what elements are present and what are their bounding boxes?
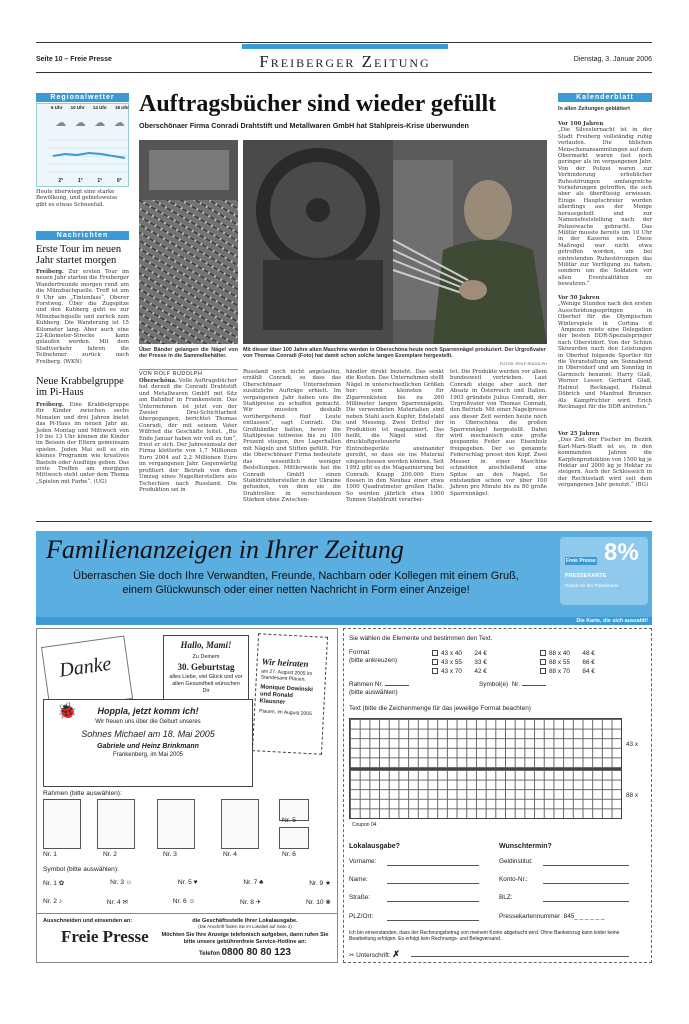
city-field[interactable]: PLZ/Ort:	[349, 913, 479, 920]
symbol-5[interactable]: Nr. 5 ♥	[177, 879, 198, 886]
ad-title: Familienanzeigen in Ihrer Zeitung	[46, 535, 404, 564]
symbol-number-field[interactable]: Symbol(e) Nr.	[479, 681, 546, 688]
page-number: Seite 10 – Freie Presse	[36, 56, 112, 63]
cloud-icon: ☁	[94, 115, 106, 129]
order-form	[343, 628, 652, 963]
ad-banner	[36, 531, 652, 617]
weather-temp: 1°	[97, 178, 103, 184]
symbol-7[interactable]: Nr. 7 ♣	[243, 879, 264, 886]
local-edition-label: Lokalausgabe?	[349, 843, 400, 850]
weather-temp: 1°	[77, 178, 83, 184]
symbol-6[interactable]: Nr. 6 ☺	[172, 898, 196, 905]
blz-field[interactable]: BLZ:	[499, 894, 629, 901]
form-intro: Sie wählen die Elemente und bestimmen den Text.	[349, 635, 493, 642]
text-grid-88[interactable]	[349, 769, 622, 819]
grid-label-43: 43 x	[626, 741, 639, 748]
bank-field[interactable]: Geldinstitut:	[499, 858, 629, 865]
cloud-icon: ☁	[74, 115, 86, 129]
symbol-10[interactable]: Nr. 10 ❀	[306, 899, 331, 906]
weather-time: 6 Uhr	[51, 105, 63, 110]
article-col-3: händler direkt bezieht. Das senkt die Kosten. Das Unternehmen stellt Nägel in unterschiedlichen Größen her: vom kleinsten für Zigarrenkisten bis zu 260 Millimeter langen Sparrennägeln. Die verwendeten Materialien sind neben Stahl auch Kupfer, Edelstahl und Messing. Zwei Drittel der Produktion ist magaziniert. Das heißt, die Nägel sind für druckluftgesteuerte Eintreibegeräte aneinander gereiht, so dass sie ins Material eingeschossen werden können. Seit 1992 gibt es die Magazinierung bei Conradi. Knapp 200.000 Euro flossen in den Neubau einer etwa 1000 Quadratmeter großen Halle. So werden jährlich etwa 1900 Tonnen Stahldraht verarbei-	[346, 369, 444, 504]
weather-time: 10 Uhr	[70, 105, 85, 110]
sample-birth: Hoppla, jetzt komm ich! Wir freuen uns über die Geburt unseres Sohnes Michael am 18. Mai 2005 Gabriele und Heinz Brinkmann Frankenberg, im Mai 2005	[43, 699, 253, 787]
consent-text: Ich bin einverstanden, dass der Rechnungsbetrag von meinem Konto abgebucht wird. Ohne Bankeinzug kann leider keine Bearbeitung erfolgen. Es erfolgt kein Rechnungs- und Belegversand.	[349, 930, 620, 942]
calendar-label: Kalenderblatt	[558, 93, 652, 102]
photo-caption-1: Über Bänder gelangen die Nägel von der Presse in die Sammelbehälter.	[139, 347, 238, 360]
date-wish-label: Wunschtermin?	[499, 843, 552, 850]
frame-label: Nr. 6	[282, 851, 296, 858]
weather-temp: 0°	[116, 178, 122, 184]
cloud-icon: ☁	[113, 115, 125, 129]
sample-birthday: Hallo, Mami! Zu Deinem 30. Geburtstag alles Liebe, viel Glück und vor allen Gesundheit wünschen Dir	[163, 635, 249, 737]
article-subheadline: Oberschönaer Firma Conradi Drahtstift und Metallwaren GmbH hat Stahlpreis-Krise überwunden	[139, 121, 469, 130]
temperature-line	[53, 153, 125, 158]
symbols-label: Symbol (bitte auswählen):	[43, 866, 119, 873]
frames-label: Rahmen (bitte auswählen):	[43, 790, 122, 797]
sample-wedding: Wir heiraten am 27. August 2005 im Standesamt Plauen. Monique Dowinski und Ronald Klausner Plauen, im August 2005	[252, 633, 328, 755]
weather-caption: Heute überwiegt eine starke Bewölkung, und gebietsweise gibt es etwas Schneefall.	[36, 189, 118, 208]
ladybug-icon: 🐞	[57, 701, 77, 720]
issue-date: Dienstag, 3. Januar 2006	[573, 56, 652, 63]
symbol-8[interactable]: Nr. 8 ✈	[240, 899, 262, 906]
frame-label: Nr. 2	[103, 851, 117, 858]
frame-label: Nr. 4	[223, 851, 237, 858]
photo-machine	[243, 140, 547, 344]
news-label: Nachrichten	[36, 231, 129, 240]
photo-nails	[139, 140, 238, 344]
weather-time: 14 Uhr	[92, 105, 107, 110]
format-option[interactable]: 88 x 55 66 €	[540, 658, 595, 667]
newspaper-title: Freiberger Zeitung	[259, 52, 431, 71]
news-text-2: Freiberg. Eine Krabbelgruppe für Kinder zwischen sechs Monaten und drei Jahren bietet das Pi-Haus im neuen Jahr an. Jeden Montag und Mittwoch von 10 bis 13 Uhr können die Kinder im Beisein der Eltern gemeinsam spielen. Jeden Mai soll es ein kleines Programm wie kreatives Basteln oder Ausflüge geben. Das erste Treffen am morgigen Mittwoch steht unter dem Thema „Spielen mit Farbe“. (UG)	[36, 402, 129, 485]
format-option[interactable]: 88 x 40 48 €	[540, 649, 595, 658]
text-grid-43[interactable]	[349, 718, 622, 769]
frame-3[interactable]	[157, 799, 195, 849]
frame-1[interactable]	[43, 799, 81, 849]
text-hint: Text (bitte die Zeichenmenge für das jeweilige Format beachten)	[349, 705, 531, 712]
calendar-section: Vor 100 Jahren „Die Silvesternacht ist in der Stadt Freiberg vollständig ruhig verlaufen. Die üblichen Menschenansammlungen auf dem Obermarkt waren fast noch geringer als im vergangenen Jahr. Von der Polizei waren zur Verhinderung erheblicher Ruhestörungen umfangreiche Vorkehrungen getroffen, die sich aber als überflüssig erwiesen. Einige Hauptschreier wurden allerdings aus der Menge herausgeholt und zur Namensfeststellung nach der Polizeiwache gebracht. Das Militär musste bereits um 10 Uhr in der Kaserne sein. Diese Maßregel war nicht etwa getroffen worden, um bei eintretenden Ruhestörungen das Militär zur Verfügung zu haben, sondern um die Soldaten vor allen Eventualitäten zu bewahren.“	[558, 121, 652, 288]
send-label: Ausschneiden und einsenden an:	[43, 918, 133, 924]
frame-label: Nr. 5	[282, 817, 296, 824]
format-option[interactable]: 43 x 55 33 €	[432, 658, 487, 667]
calendar-section: Vor 25 Jahren „Das Ziel der Fischer im Bezirk Karl-Marx-Stadt ist es, in den kommenden Jahren die Karpfenproduktion von 1500 kg je Hektar auf 2000 kg je Hektar zu steigern. Auch der Schlosseich in der Rechtsstadt wird seit dem vergangenen Jahr genutzt.“ (BG)	[558, 431, 652, 489]
frame-2[interactable]	[97, 799, 135, 849]
weather-chart	[36, 103, 129, 187]
article-col-2: Russland noch nicht angelaufen, erzählt Conradi, so dass das Oberschönaer Unternehmen zusätzliche Aufträge erhielt. Im vergangenen Jahr haben uns die Stahlpreise zu schaffen gemacht. Wir mussten deshalb vorübergehend fünf Leute entlassen“, sagt Conradi. Die Großhändler hatten, bevor die Stahlpreise teilweise bis zu 100 Prozent stiegen, ihre Lagerhallen mit Nägeln und Stiften gefüllt. Für die Oberschönaer Firma bedeutete das wesentlich weniger Bestellungen. Mittlerweile hat die Conradi GmbH einen Stahldrahthersteller in der Ukraine gefunden, von dem sie die Drahtrollen in verschiedenen Stärken ohne Zwischen-	[243, 369, 341, 504]
first-name-field[interactable]: Vorname:	[349, 858, 479, 865]
sample-danke: Danke	[41, 635, 133, 710]
format-option[interactable]: 43 x 40 24 €	[432, 649, 487, 658]
grid-label-88: 88 x	[626, 792, 639, 799]
street-field[interactable]: Straße:	[349, 894, 479, 901]
frame-4[interactable]	[221, 799, 259, 849]
weather-time: 18 Uhr	[114, 105, 129, 110]
article-headline: Auftragsbücher sind wieder gefüllt	[139, 91, 497, 117]
format-option[interactable]: 88 x 70 84 €	[540, 667, 595, 676]
cut-hint: Die Karte, die sich auszahlt!	[576, 618, 648, 624]
calendar-section: Vor 50 Jahren „Wenige Stunden nach den ersten Ausscheidungsspringen in Oberhof für die Olympischen Winterspiele in Cortina d´Ampezzo reiste eine Delegation der besten DDR-Spezialspringer nach Oberstdorf. Von der Schiun Skiwurden nach den Leistungen in Oberhof folgende Sportler für die Veranstaltung am Sonnabend in Oberstdorf und am Sonntag in Garmisch benannt: Harry Glaß, Werner Lesser, Gerhard Glaß, Helmut Recknagel, Helmut Döbrich und Manfred Brunner. Als Kampfrichter wird Erich Recknagel für die DDR antreten.“	[558, 295, 652, 410]
sign-cross-icon: ✗	[392, 949, 400, 959]
pressekarte-badge	[560, 537, 648, 605]
name-field[interactable]: Name:	[349, 876, 479, 883]
article-col-4: tet. Die Produkte werden vor allem bundesweit vertrieben. Laut Conradi steige aber auch der Absatz in Österreich und Italien. 1903 gründete Julius Conradi, der Urgroßvater von Thomas Conradi, den Betrieb. Mit einer Nagelpresse aus dieser Zeit werden heute noch in Oberschöna die großen Sparrennägel hergestellt. Dabei wird mechanisch eine große gespannte Feder aus Eisenholz freigegeben. Der so genannte Federschlag presst den Kopf. Zwei Messer in einer Maschine schneiden anschließend eine Spitze an den Nagel. So entstanden schon vor über 100 Jahren pro Minute bis zu 80 große Sparrennägel.	[450, 369, 547, 497]
coupon-label: Coupon 04	[352, 822, 377, 828]
news-headline-1: Erste Tour im neuen Jahr startet morgen	[36, 244, 122, 266]
frame-number-field[interactable]: Rahmen Nr. (bitte auswählen)	[349, 681, 409, 697]
phone-label: Telefon	[199, 951, 220, 957]
badge-brand: Freie Presse	[566, 558, 596, 564]
calendar-intro: In allen Zeitungen geblättert	[558, 106, 630, 112]
ad-subtitle: Überraschen Sie doch Ihre Verwandten, Freunde, Nachbarn oder Kollegen mit einem Gruß, einem Glückwunsch oder einer netten Nachricht in Form einer Anzeige!	[73, 570, 519, 596]
sample-ads-panel	[36, 628, 338, 963]
photo-credit: FOTOS: ROLF RUDOLPH	[499, 361, 547, 366]
symbol-1[interactable]: Nr. 1 ✿	[43, 880, 65, 887]
badge-text: Rabatt mit der Pressekarte	[565, 583, 619, 588]
phone-number[interactable]: 0800 80 80 123	[221, 947, 291, 958]
badge-percent: 8%	[604, 539, 639, 566]
phone-hint: Möchten Sie Ihre Anzeige telefonisch aufgeben, dann rufen Sie bitte unsere gebührenfreie Service-Hotline an:	[161, 932, 329, 945]
badge-card: PRESSEKARTE	[565, 573, 607, 579]
press-card-field[interactable]: Pressekartennummer 845_ _ _ _ _ _	[499, 913, 605, 920]
symbol-3[interactable]: Nr. 3 ☼	[110, 879, 132, 886]
frame-6[interactable]	[279, 827, 309, 849]
byline: VON ROLF RUDOLPH	[139, 369, 238, 377]
news-text-1: Freiberg. Zur ersten Tour im neuen Jahr starten die Freiberger Wanderfreunde morgen rund um die Münzbachquelle. Treff ist um 9 Uhr am „Tintenfass“, Oberer Forstweg. Über die Zugspitze und den Kuhberg geht es zur Münzbachquelle und zurück zum Kuhberg. Die Wanderung ist 15 Kilometer lang. Aber auch eine 22-Kilometer-Strecke kann gelaufen werden. Mit dem Stadtverkehr fahren die Teilnehmer zurück nach Freiberg. (WKN)	[36, 269, 129, 365]
branch-address-hint: (Die Anschrift finden Sie im Lokalteil auf Seite 2)	[198, 924, 292, 929]
format-option[interactable]: 43 x 70 42 €	[432, 667, 487, 676]
cloud-icon: ☁	[55, 115, 67, 129]
symbol-2[interactable]: Nr. 2 ♪	[43, 898, 63, 905]
freie-presse-logo: Freie Presse	[61, 927, 149, 946]
weather-temp: 2°	[58, 178, 64, 184]
frame-label: Nr. 1	[43, 851, 57, 858]
article-col-1: Oberschöna. Volle Auftragsbücher hat derzeit die Conradi Drahtstift und Metallwaren GmbH mit Sitz am Bahnhof in Frankenstein. Das Unternehmen ist jetzt von der Zweier Drei-Schichtarbeit übergegangen, berichtet Thomas Conradi, der mit seinem Vater Wilfried die Geschäfte leitet. „Bis Ende Januar haben wir voll zu tun“, freut er sich. Der Jahresumsatz der Firma kletterte von 1,7 Millionen Euro 2004 auf 2,2 Millionen Euro im vergangenen Jahr. Gegenwärtig profitiert der Betrieb von dem Umzug eines Nagelherstellers aus Tschechien nach Russland. Die Produktion sei in	[139, 378, 237, 493]
frame-label: Nr. 3	[163, 851, 177, 858]
photo-caption-2: Mit dieser über 100 Jahre alten Maschine werden in Oberschöna heute noch Sparrennägel produziert. Der Urgroßvater von Thomas Conradi (Foto) hat damit schon solche langen Exemplare hergestellt.	[243, 347, 546, 360]
scissors-icon: ✂	[349, 952, 355, 959]
format-label: Format (bitte ankreuzen)	[349, 649, 397, 664]
symbol-9[interactable]: Nr. 9 ★	[309, 880, 331, 887]
account-field[interactable]: Konto-Nr.:	[499, 876, 629, 883]
signature-field[interactable]: ✂ Unterschrift: ✗	[349, 949, 629, 960]
weather-label: Regionalwetter	[36, 93, 129, 102]
symbol-4[interactable]: Nr. 4 ✉	[106, 899, 129, 906]
news-headline-2: Neue Krabbelgruppe im Pi-Haus	[36, 376, 124, 398]
branch-office-text: die Geschäftsstelle Ihrer Lokalausgabe.	[192, 918, 298, 924]
